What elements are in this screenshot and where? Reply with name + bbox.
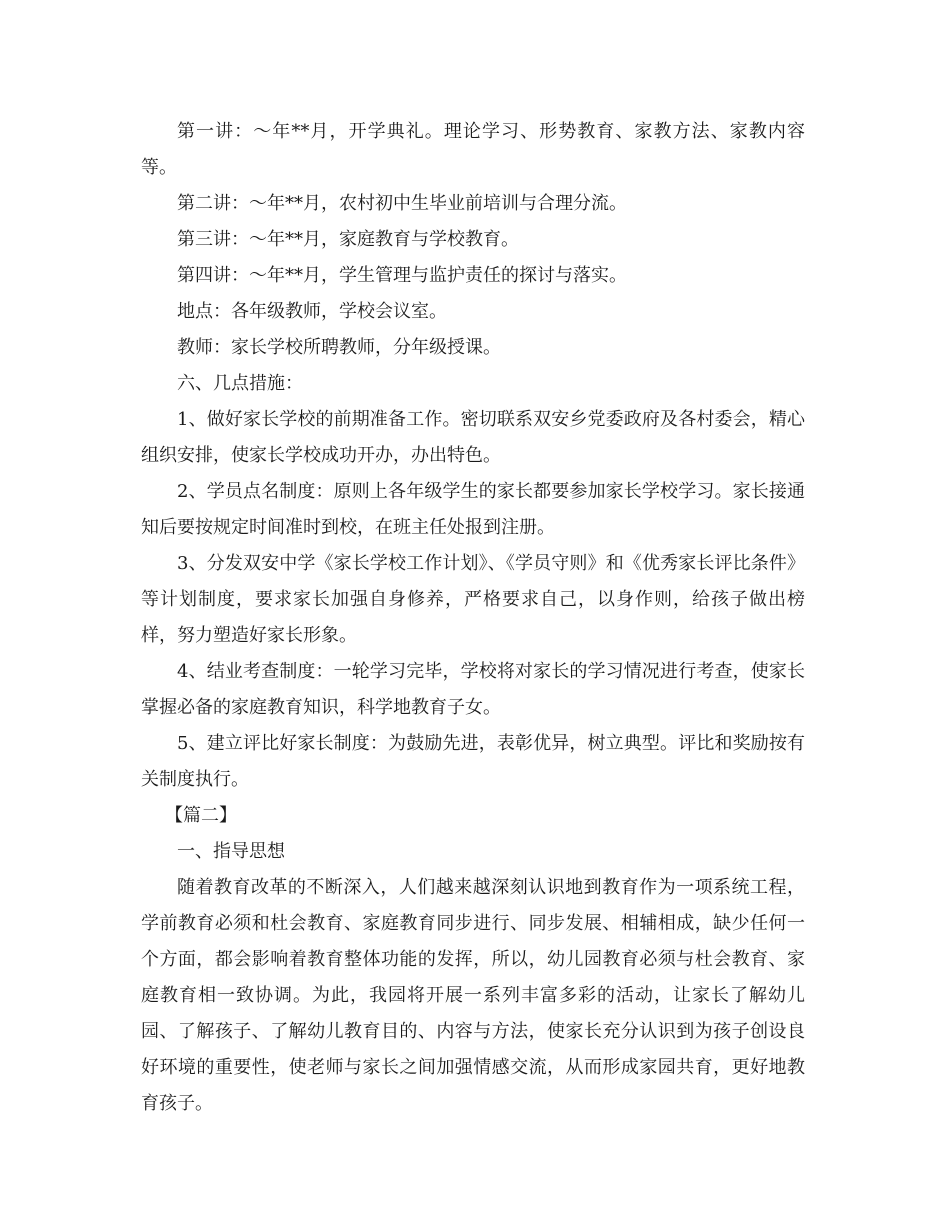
- paragraph-lecture-1: 第一讲：～年**月，开学典礼。理论学习、形势教育、家教方法、家教内容等。: [141, 121, 805, 178]
- section-heading-guiding-ideology: 一、指导思想: [177, 841, 285, 862]
- document-body: [141, 114, 805, 1122]
- paragraph-lecture-2: 第二讲：～年**月，农村初中生毕业前培训与合理分流。: [177, 193, 627, 214]
- paragraph-measure-5: 5、建立评比好家长制度：为鼓励先进，表彰优异，树立典型。评比和奖励按有关制度执行。: [141, 733, 805, 790]
- paragraph-measure-3: 3、分发双安中学《家长学校工作计划》、《学员守则》和《优秀家长评比条件》等计划制度，要求家长加强自身修养，严格要求自己，以身作则，给孩子做出榜样，努力塑造好家长形象。: [141, 553, 805, 646]
- paragraph-lecture-3: 第三讲：～年**月，家庭教育与学校教育。: [177, 229, 519, 250]
- paragraph-guiding-ideology: 随着教育改革的不断深入，人们越来越深刻认识地到教育作为一项系统工程，学前教育必须和杜会教育、家庭教育同步进行、同步发展、相辅相成，缺少任何一个方面，都会影响着教育整体功能的发挥，所以，幼儿园教育必须与杜会教育、家庭教育相一致协调。为此，我园将开展一系列丰富多彩的活动，让家长了解幼儿园、了解孩子、了解幼儿教育目的、内容与方法，使家长充分认识到为孩子创设良好环境的重要性，使老师与家长之间加强情感交流，从而形成家园共育，更好地教育孩子。: [141, 877, 805, 1114]
- paragraph-lecture-4: 第四讲：～年**月，学生管理与监护责任的探讨与落实。: [177, 265, 627, 286]
- paragraph-location: 地点：各年级教师，学校会议室。: [177, 301, 447, 322]
- paragraph-measure-1: 1、做好家长学校的前期准备工作。密切联系双安乡党委政府及各村委会，精心组织安排，使家长学校成功开办，办出特色。: [141, 409, 805, 466]
- paragraph-measure-2: 2、学员点名制度：原则上各年级学生的家长都要参加家长学校学习。家长接通知后要按规定时间准时到校，在班主任处报到注册。: [141, 481, 805, 538]
- section-heading-part-two: 【篇二】: [165, 805, 237, 826]
- paragraph-teachers: 教师：家长学校所聘教师，分年级授课。: [177, 337, 501, 358]
- paragraph-measure-4: 4、结业考查制度：一轮学习完毕，学校将对家长的学习情况进行考查，使家长掌握必备的家庭教育知识，科学地教育子女。: [141, 661, 805, 718]
- section-heading-measures: 六、几点措施：: [177, 373, 303, 394]
